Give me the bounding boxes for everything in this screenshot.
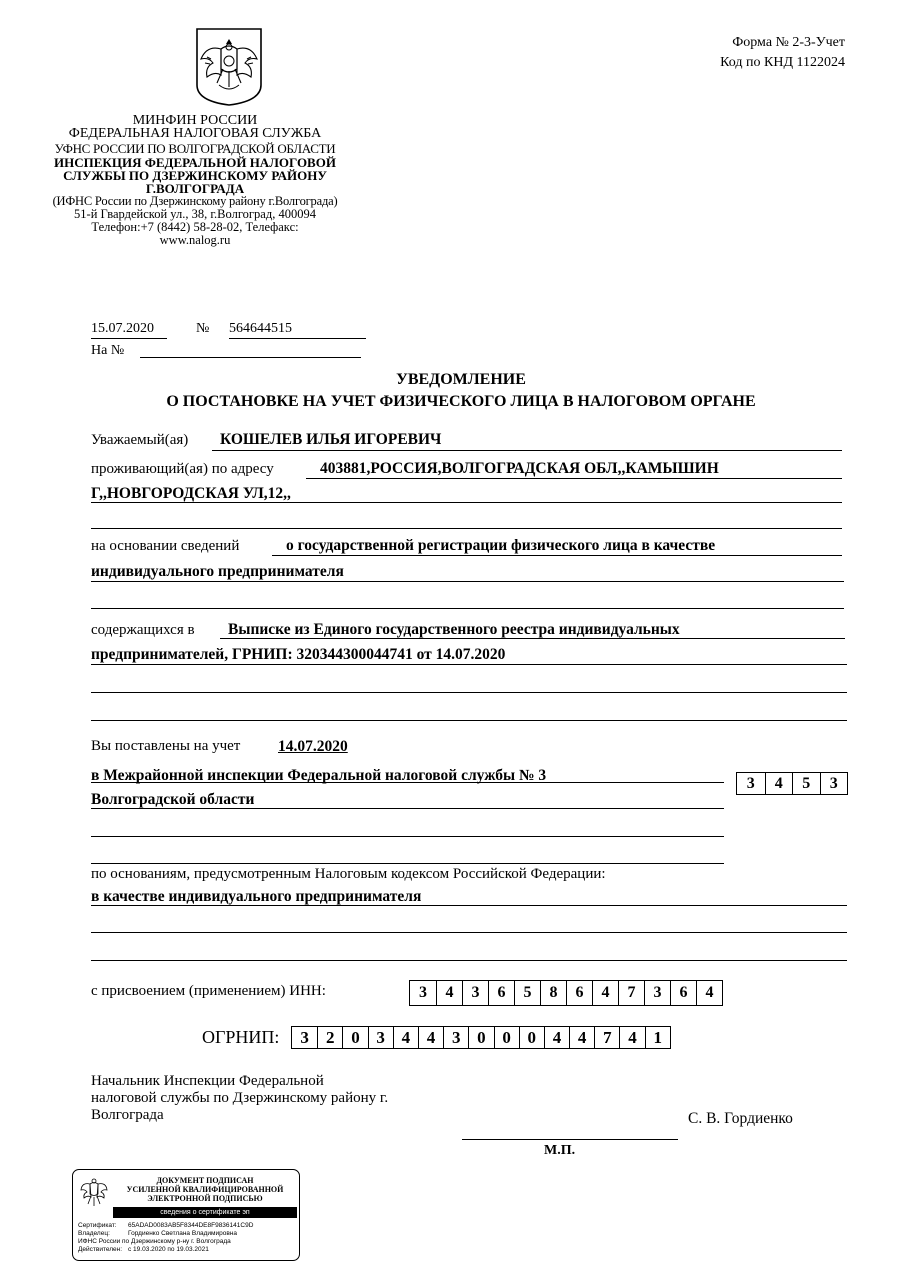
authority-line-6: Г.ВОЛГОГРАДА [145,181,245,196]
inn-digit: 6 [670,981,696,1005]
tax-office-code-digit: 3 [746,774,755,792]
stamp-title-1: ДОКУМЕНТ ПОДПИСАН [156,1176,254,1185]
document-date: 15.07.2020 [91,321,154,336]
document-number: 564644515 [229,321,292,336]
stamp-title-3: ЭЛЕКТРОННОЙ ПОДПИСЬЮ [147,1194,263,1203]
stamp-title-2: УСИЛЕННОЙ КВАЛИФИЦИРОВАННОЙ [126,1185,284,1194]
ogrnip-digit: 1 [645,1027,670,1048]
grounds-value: в качестве индивидуального предпринимателя [91,888,422,905]
stamp-certificate-bar: сведения о сертификате эп [113,1207,297,1218]
source-label: содержащихся в [91,622,195,638]
address-label: проживающий(ая) по адресу [91,461,274,477]
inn-digit: 4 [592,981,618,1005]
ogrnip-digit: 0 [519,1027,544,1048]
tax-office-code-digit: 3 [820,773,848,794]
signer-position-line-3: Волгограда [91,1107,164,1123]
tax-office-line-1: в Межрайонной инспекции Федеральной налоговой службы № 3 [91,767,547,784]
ogrnip-digit: 3 [300,1027,309,1047]
electronic-signature-stamp [72,1169,300,1261]
authority-line-3: УФНС РОССИИ ПО ВОЛГОГРАДСКОЙ ОБЛАСТИ [54,141,336,156]
inn-digit: 6 [566,981,592,1005]
ogrnip-digit: 7 [594,1027,619,1048]
stamp-emblem-icon [79,1174,109,1213]
authority-line-7: (ИФНС России по Дзержинскому району г.Волгограда) [52,194,338,208]
inn-digit: 5 [514,981,540,1005]
registration-date: 14.07.2020 [278,738,348,755]
signer-position-line-1: Начальник Инспекции Федеральной [91,1073,324,1089]
source-line-2: предпринимателей, ГРНИП: 320344300044741 от 14.07.2020 [91,646,506,663]
registered-label: Вы поставлены на учет [91,738,241,754]
basis-label: на основании сведений [91,538,240,554]
stamp-owner-value: Гордиенко Светлана Владимировна [128,1230,238,1237]
stamp-owner-label: Владелец: [78,1230,110,1237]
authority-line-1: МИНФИН РОССИИ [132,113,258,128]
stamp-valid-value: с 19.03.2020 по 19.03.2021 [128,1246,209,1253]
ogrnip-digit: 4 [619,1027,644,1048]
coat-of-arms-emblem [193,27,265,107]
ogrnip-digit: 4 [544,1027,569,1048]
inn-digit: 3 [419,984,427,1001]
authority-line-8: 51-й Гвардейской ул., 38, г.Волгоград, 400094 [74,207,316,221]
inn-label: с присвоением (применением) ИНН: [91,983,326,999]
authority-line-10: www.nalog.ru [159,233,231,247]
ogrnip-digit: 4 [418,1027,443,1048]
ogrnip-digit: 3 [368,1027,393,1048]
authority-line-5: СЛУЖБЫ ПО ДЗЕРЖИНСКОМУ РАЙОНУ [63,168,327,183]
dear-label: Уважаемый(ая) [91,432,189,448]
ogrnip-cells [291,1026,671,1049]
ogrnip-digit: 2 [317,1027,342,1048]
stamp-valid-label: Действителен: [78,1246,123,1253]
tax-office-code [736,772,848,795]
basis-line-2: индивидуального предпринимателя [91,563,344,580]
address-line-2: Г,,НОВГОРОДСКАЯ УЛ,12,, [91,485,291,502]
basis-line-1: о государственной регистрации физического лица в качестве [286,537,716,554]
ogrnip-digit: 4 [393,1027,418,1048]
authority-line-9: Телефон:+7 (8442) 58-28-02, Телефакс: [91,220,299,234]
grounds-label: по основаниям, предусмотренным Налоговым кодексом Российской Федерации: [91,866,606,882]
ogrnip-digit: 3 [443,1027,468,1048]
knd-code: Код по КНД 1122024 [720,55,845,70]
ogrnip-digit: 0 [494,1027,519,1048]
notice-title: УВЕДОМЛЕНИЕ [396,371,526,388]
stamp-cert-label: Сертификат: [78,1222,117,1229]
inn-digit: 4 [436,981,462,1005]
stamp-org-value: ИФНС России по Дзержинскому р-ну г. Волгограда [78,1238,231,1245]
number-sign: № [196,321,210,336]
ogrnip-digit: 0 [468,1027,493,1048]
taxpayer-name: КОШЕЛЕВ ИЛЬЯ ИГОРЕВИЧ [220,431,442,448]
signer-name: С. В. Гордиенко [688,1110,793,1127]
seal-place-label: М.П. [544,1143,576,1158]
reference-label: На № [91,343,125,358]
notice-subtitle: О ПОСТАНОВКЕ НА УЧЕТ ФИЗИЧЕСКОГО ЛИЦА В НАЛОГОВОМ ОРГАНЕ [166,393,756,410]
inn-digit: 6 [488,981,514,1005]
inn-cells [409,980,723,1006]
signer-position-line-2: налоговой службы по Дзержинскому району г. [91,1090,389,1106]
inn-digit: 3 [462,981,488,1005]
tax-office-code-digit: 4 [765,773,793,794]
inn-digit: 4 [696,981,722,1005]
tax-office-code-digit: 5 [792,773,820,794]
ogrnip-digit: 4 [569,1027,594,1048]
authority-line-4: ИНСПЕКЦИЯ ФЕДЕРАЛЬНОЙ НАЛОГОВОЙ [54,155,336,170]
tax-office-line-2: Волгоградской области [91,791,255,808]
stamp-cert-value: 65ADAD0083AB5F8344DE8F9836141C9D [128,1222,254,1229]
inn-digit: 8 [540,981,566,1005]
source-line-1: Выписке из Единого государственного реестра индивидуальных [228,621,680,638]
authority-line-2: ФЕДЕРАЛЬНАЯ НАЛОГОВАЯ СЛУЖБА [68,126,322,141]
ogrnip-label: ОГРНИП: [202,1027,280,1047]
inn-digit: 3 [644,981,670,1005]
inn-digit: 7 [618,981,644,1005]
ogrnip-digit: 0 [342,1027,367,1048]
address-line-1: 403881,РОССИЯ,ВОЛГОГРАДСКАЯ ОБЛ,,КАМЫШИН [320,460,719,477]
form-number: Форма № 2-3-Учет [732,35,845,50]
